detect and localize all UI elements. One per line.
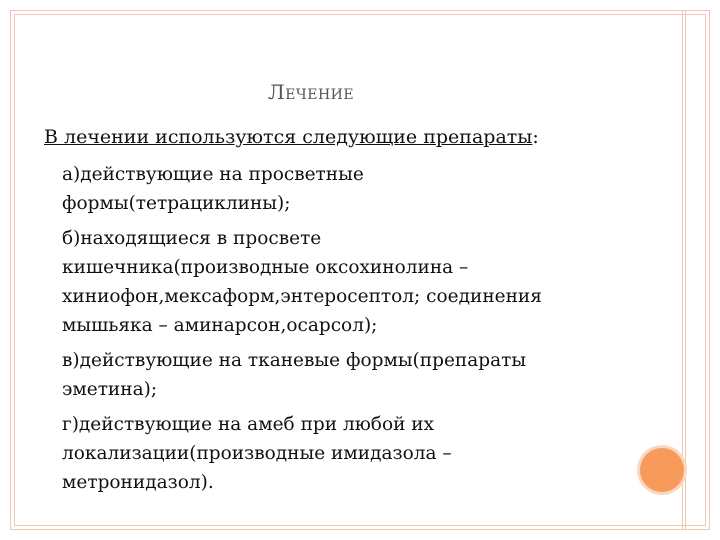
list-item-line: кишечника(производные оксохинолина –: [62, 257, 469, 278]
list-item-line: метронидазол).: [62, 472, 214, 493]
list-item-line: хиниофон,мексаформ,энтеросептол; соединения: [62, 286, 542, 307]
slide-title: [268, 80, 354, 104]
slide-title-text: Лечение: [268, 80, 355, 104]
heading-underlined-text: В лечении используются следующие препараты: [44, 126, 533, 148]
slide-heading: [44, 126, 539, 148]
list-item: [62, 346, 642, 404]
slide-side-bar: [682, 10, 686, 530]
heading-colon: :: [532, 126, 539, 148]
list-item: [62, 160, 642, 218]
decorative-circle: [640, 448, 684, 492]
list-item-line: г)действующие на амеб при любой их: [62, 414, 435, 435]
list-item-line: эметина);: [62, 379, 158, 400]
list-item: [62, 224, 642, 340]
list-item-line: формы(тетрациклины);: [62, 193, 291, 214]
list-item: [62, 410, 642, 497]
list-item-line: б)находящиеся в просвете: [62, 228, 322, 249]
list-item-line: в)действующие на тканевые формы(препараты: [62, 350, 527, 371]
treatment-list: [62, 160, 642, 503]
list-item-line: локализации(производные имидазола –: [62, 443, 452, 464]
list-item-line: а)действующие на просветные: [62, 164, 364, 185]
list-item-line: мышьяка – аминарсон,осарсол);: [62, 315, 378, 336]
